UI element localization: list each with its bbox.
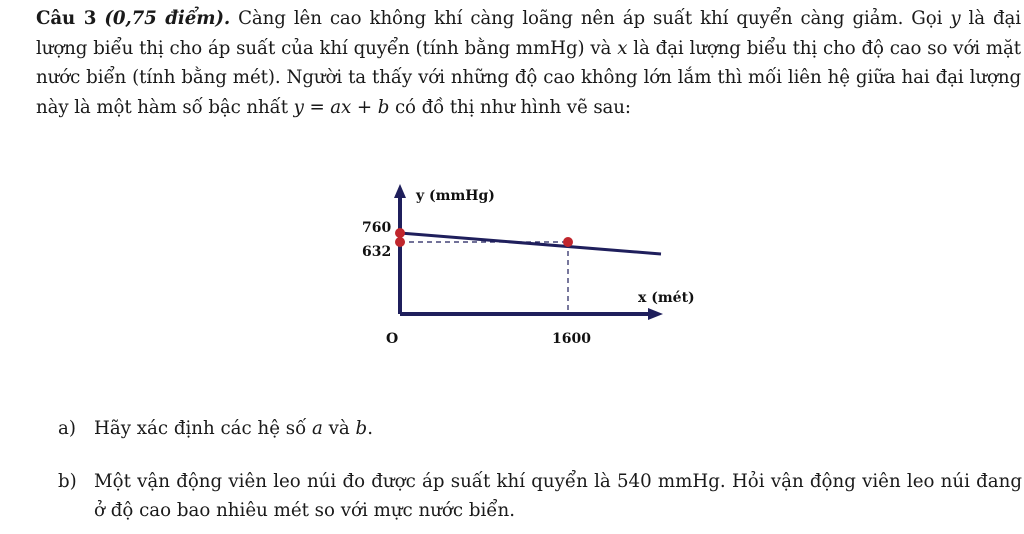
y-tick-632: 632 [362,244,392,260]
point-1600-632 [563,237,573,247]
question-b [58,467,1023,525]
problem-statement [36,4,1021,122]
formula-equals: = [303,96,331,118]
formula-ax: ax [330,96,352,118]
problem-text-2: là đại lượng biểu thị cho áp suất của khí quyển (tính bằng mmHg) và [36,8,1021,59]
question-a-text-3: . [367,418,373,439]
variable-y: y [950,8,961,29]
problem-text-1: Càng lên cao không khí càng loãng nên áp suất khí quyển càng giảm. Gọi [230,8,951,29]
x-tick-1600: 1600 [552,331,591,347]
formula-b: b [377,96,390,118]
point-632 [395,237,405,247]
question-a-label: a) [58,418,76,439]
question-a-var-b: b [355,418,368,439]
question-a-var-a: a [312,418,323,439]
function-line [400,233,661,254]
question-b-label: b) [58,471,77,492]
x-axis-label: x (mét) [638,290,695,306]
variable-x: x [617,37,628,59]
x-axis-arrow-icon [648,308,663,320]
formula-y: y [293,96,304,118]
problem-text-3: là đại lượng biểu thị cho độ cao so với mặt nước biển (tính bằng mét). Người ta thấy với những độ cao không lớn lắm thì mối liên hệ giữa hai đại lượng này là một hàm số bậc nhất [36,37,1021,118]
y-axis-arrow-icon [394,184,406,198]
linear-function-graph [350,178,720,358]
origin-label: O [386,331,399,347]
question-a [58,414,1023,443]
formula-plus: + [351,96,378,118]
y-axis-label: y (mmHg) [416,188,495,204]
question-title: Câu 3 [36,8,97,29]
question-a-text-1: Hãy xác định các hệ số [94,418,312,439]
y-tick-760: 760 [362,220,392,236]
question-a-text-2: và [322,418,356,439]
question-points: (0,75 điểm). [104,8,231,29]
point-760 [395,228,405,238]
question-a-content [94,414,1022,443]
question-b-text: Một vận động viên leo núi đo được áp suất khí quyển là 540 mmHg. Hỏi vận động viên leo núi đang ở độ cao bao nhiêu mét so với mực nước biển. [94,471,1022,521]
problem-text-4: có đồ thị như hình vẽ sau: [389,96,631,118]
